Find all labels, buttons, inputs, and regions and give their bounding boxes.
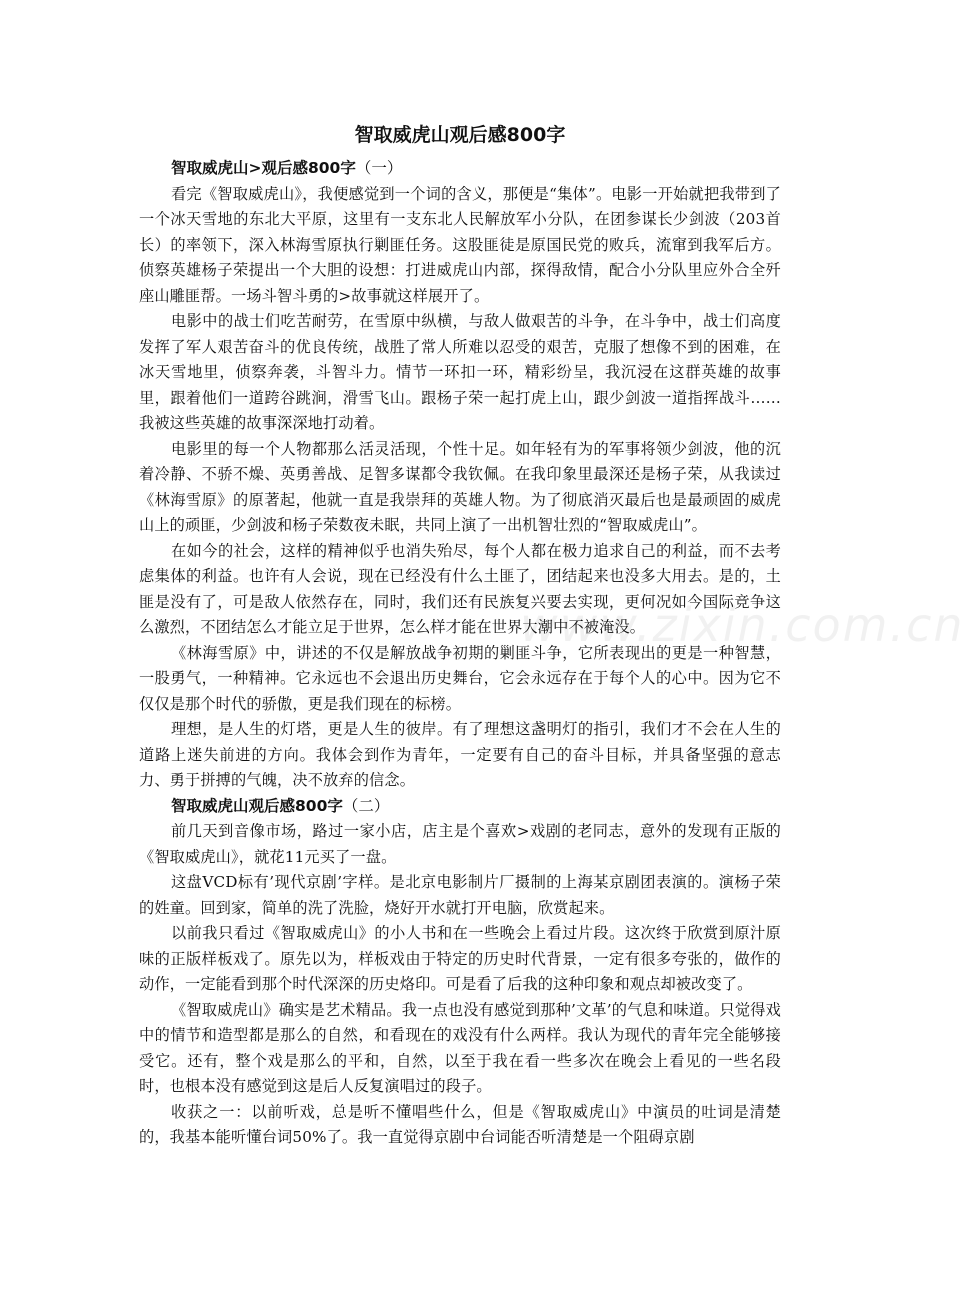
paragraph: 电影里的每一个人物都那么活灵活现，个性十足。如年轻有为的军事将领少剑波，他的沉着冷静、不骄不燥、英勇善战、足智多谋都令我钦佩。在我印象里最深还是杨子荣，从我读过《林海雪原》的原著起，他就一直是我崇拜的英雄人物。为了彻底消灭最后也是最顽固的威虎山上的顽匪，少剑波和杨子荣数夜未眠，共同上演了一出机智壮烈的“智取威虎山”。 (139, 439, 781, 534)
paragraph: 《智取威虎山》确实是艺术精品。我一点也没有感觉到那种’文革’的气息和味道。只觉得戏中的情节和造型都是那么的自然，和看现在的戏没有什么两样。我认为现代的青年完全能够接受它。还有，整个戏是那么的平和，自然，以至于我在看一些多次在晚会上看见的一些名段时，也根本没有感觉到这是后人反复演唱过的段子。 (139, 1000, 781, 1095)
paragraph: 前几天到音像市场，路过一家小店，店主是个喜欢>戏剧的老同志，意外的发现有正版的《智取威虎山》，就花11元买了一盘。 (139, 822, 781, 866)
section-number: （一） (355, 159, 403, 177)
paragraph: 《林海雪原》中，讲述的不仅是解放战争初期的剿匪斗争，它所表现出的更是一种智慧，一股勇气，一种精神。它永远也不会退出历史舞台，它会永远存在于每个人的心中。因为它不仅仅是那个时代的骄傲，更是我们现在的标榜。 (139, 643, 781, 713)
paragraph: 这盘VCD标有’现代京剧’字样。是北京电影制片厂摄制的上海某京剧团表演的。演杨子荣的姓童。回到家，简单的洗了洗脸，烧好开水就打开电脑，欣赏起来。 (139, 873, 781, 917)
paragraph: 在如今的社会，这样的精神似乎也消失殆尽，每个人都在极力追求自己的利益，而不去考虑集体的利益。也许有人会说，现在已经没有什么土匪了，团结起来也没多大用去。是的，土匪是没有了，可是敌人依然存在，同时，我们还有民族复兴要去实现，更何况如今国际竞争这么激烈，不团结怎么才能立足于世界，怎么样才能在世界大潮中不被淹没。 (139, 541, 781, 636)
paragraph: 看完《智取威虎山》，我便感觉到一个词的含义，那便是“集体”。电影一开始就把我带到了一个冰天雪地的东北大平原，这里有一支东北人民解放军小分队，在团参谋长少剑波（203首长）的率领下，深入林海雪原执行剿匪任务。这股匪徒是原国民党的败兵，流窜到我军后方。侦察英雄杨子荣提出一个大胆的设想：打进威虎山内部，探得敌情，配合小分队里应外合全歼座山雕匪帮。一场斗智斗勇的>故事就这样展开了。 (139, 184, 781, 305)
paragraph: 以前我只看过《智取威虎山》的小人书和在一些晚会上看过片段。这次终于欣赏到原汁原味的正版样板戏了。原先以为，样板戏由于特定的历史时代背景，一定有很多夸张的，做作的动作，一定能看到那个时代深深的历史烙印。可是看了后我的这种印象和观点却被改变了。 (139, 924, 781, 993)
paragraph: 理想，是人生的灯塔，更是人生的彼岸。有了理想这盏明灯的指引，我们才不会在人生的道路上迷失前进的方向。我体会到作为青年，一定要有自己的奋斗目标，并具备坚强的意志力、勇于拼搏的气魄，决不放弃的信念。 (139, 720, 781, 789)
paragraph: 电影中的战士们吃苦耐劳，在雪原中纵横，与敌人做艰苦的斗争，在斗争中，战士们高度发挥了军人艰苦奋斗的优良传统，战胜了常人所难以忍受的艰苦，克服了想像不到的困难，在冰天雪地里，侦察奔袭，斗智斗力。情节一环扣一环，精彩纷呈，我沉浸在这群英雄的故事里，跟着他们一道跨谷跳涧，滑雪飞山。跟杨子荣一起打虎上山，跟少剑波一道指挥战斗……我被这些英雄的故事深深地打动着。 (139, 312, 781, 432)
section-heading-1 (139, 156, 781, 182)
section-heading-text: 智取威虎山>观后感800字 (171, 159, 356, 177)
document-content (139, 122, 781, 1151)
section-heading-text: 智取威虎山观后感800字 (171, 796, 343, 815)
watermark: www.zixin.com.cn (520, 598, 965, 652)
section-heading-2 (139, 794, 781, 820)
document-title: 智取威虎山观后感800字 (354, 124, 566, 146)
section-number: （二） (342, 796, 390, 815)
paragraph: 收获之一：以前听戏，总是听不懂唱些什么，但是《智取威虎山》中演员的吐词是清楚的，我基本能听懂台词50%了。我一直觉得京剧中台词能否听清楚是一个阻碍京剧 (139, 1102, 781, 1146)
